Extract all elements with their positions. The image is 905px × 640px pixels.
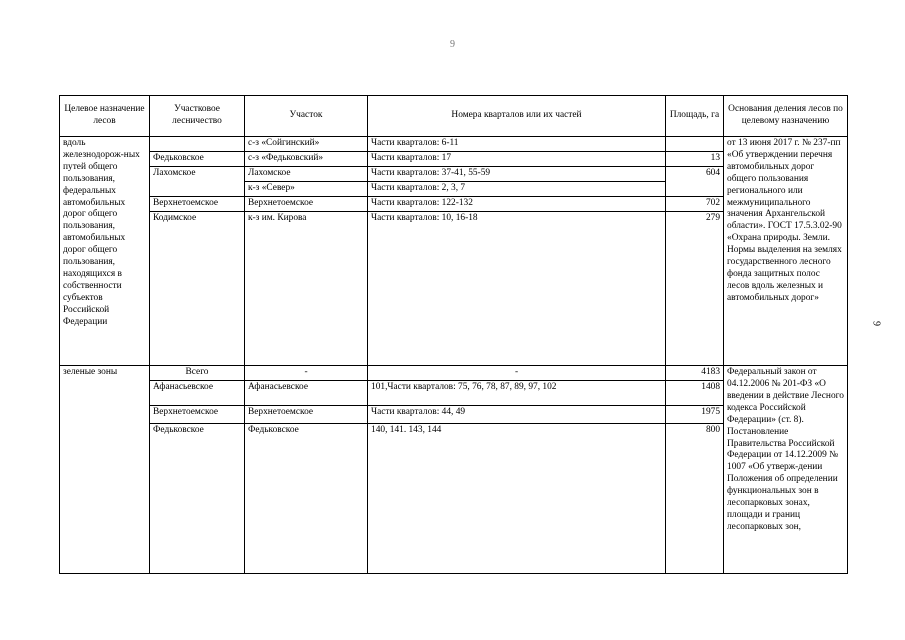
site-cell: Федьковское [245,424,368,438]
purpose-cell: вдоль железнодорож-ных путей общего пользования, федеральных автомобильных дорог общего пользования, автомобильных дорог общего пользования, находящихся в собственности субъектов Российской Федерации [60,137,150,366]
table-header-row [60,96,848,137]
site-cell: Верхнетоемское [245,406,368,424]
forestry-cell: Всего [150,366,245,381]
quarters-cell: Части кварталов: 122-132 [368,196,666,211]
area-cell: 702 [666,196,724,211]
header-area: Площадь, га [666,96,724,137]
header-purpose: Целевое назначение лесов [60,96,150,137]
header-basis: Основания деления лесов по целевому назначению [724,96,848,137]
basis-cell: Федеральный закон от 04.12.2006 № 201-ФЗ «О введении в действие Лесного кодекса Российской Федерации» (ст. 8). Постановление Правительства Российской Федерации от 14.12.2009 № 1007 «Об утверж-дении Положения об определении функциональных зон в лесопарковых зонах, площади и границ лесопарковых зон, [724,366,848,574]
forestry-cell: Афанасьевское [150,381,245,406]
forestry-cell: Верхнетоемское [150,196,245,211]
site-cell: Верхнетоемское [245,196,368,211]
header-forestry: Участковое лесничество [150,96,245,137]
quarters-cell: Части кварталов: 37-41, 55-59 [368,166,666,181]
forestry-cell [150,137,245,152]
area-cell: 800 [666,424,724,438]
quarters-cell: Части кварталов: 2, 3, 7 [368,181,666,196]
area-cell: 279 [666,211,724,225]
area-cell: 604 [666,166,724,196]
forestry-cell: Кодимское [150,211,245,225]
quarters-cell: Части кварталов: 44, 49 [368,406,666,424]
quarters-cell: Части кварталов: 6-11 [368,137,666,152]
quarters-cell: Части кварталов: 17 [368,151,666,166]
page-number: 9 [450,39,455,50]
site-cell: с-з «Сойгинский» [245,137,368,152]
area-cell: 1408 [666,381,724,406]
area-cell [666,137,724,152]
site-cell: к-з «Север» [245,181,368,196]
area-cell: 13 [666,151,724,166]
header-quarters: Номера кварталов или их частей [368,96,666,137]
forestry-cell: Федьковское [150,424,245,438]
purpose-cell: зеленые зоны [60,366,150,574]
site-cell: Лахомское [245,166,368,181]
basis-cell: от 13 июня 2017 г. № 237-пп «Об утверждении перечня автомобильных дорог общего пользования регионального или межмуниципального значения Архангельской области». ГОСТ 17.5.3.02-90 «Охрана природы. Земли. Нормы выделения на землях государственного лесного фонда защитных полос лесов вдоль железных и автомобильных дорог» [724,137,848,366]
quarters-cell: Части кварталов: 10, 16-18 [368,211,666,225]
forest-purpose-table [59,95,848,574]
site-cell: с-з «Федьковский» [245,151,368,166]
area-cell: 1975 [666,406,724,424]
table-row [60,366,848,381]
table-row [60,137,848,152]
forestry-cell: Федьковское [150,151,245,166]
site-cell: Афанасьевское [245,381,368,406]
area-cell: 4183 [666,366,724,381]
quarters-cell: 140, 141. 143, 144 [368,424,666,438]
site-cell: к-з им. Кирова [245,211,368,225]
forestry-cell: Лахомское [150,166,245,196]
header-site: Участок [245,96,368,137]
site-cell: - [245,366,368,381]
quarters-cell: 101,Части кварталов: 75, 76, 78, 87, 89, 97, 102 [368,381,666,406]
forestry-cell: Верхнетоемское [150,406,245,424]
side-page-number: 9 [870,321,882,326]
quarters-cell: - [368,366,666,381]
